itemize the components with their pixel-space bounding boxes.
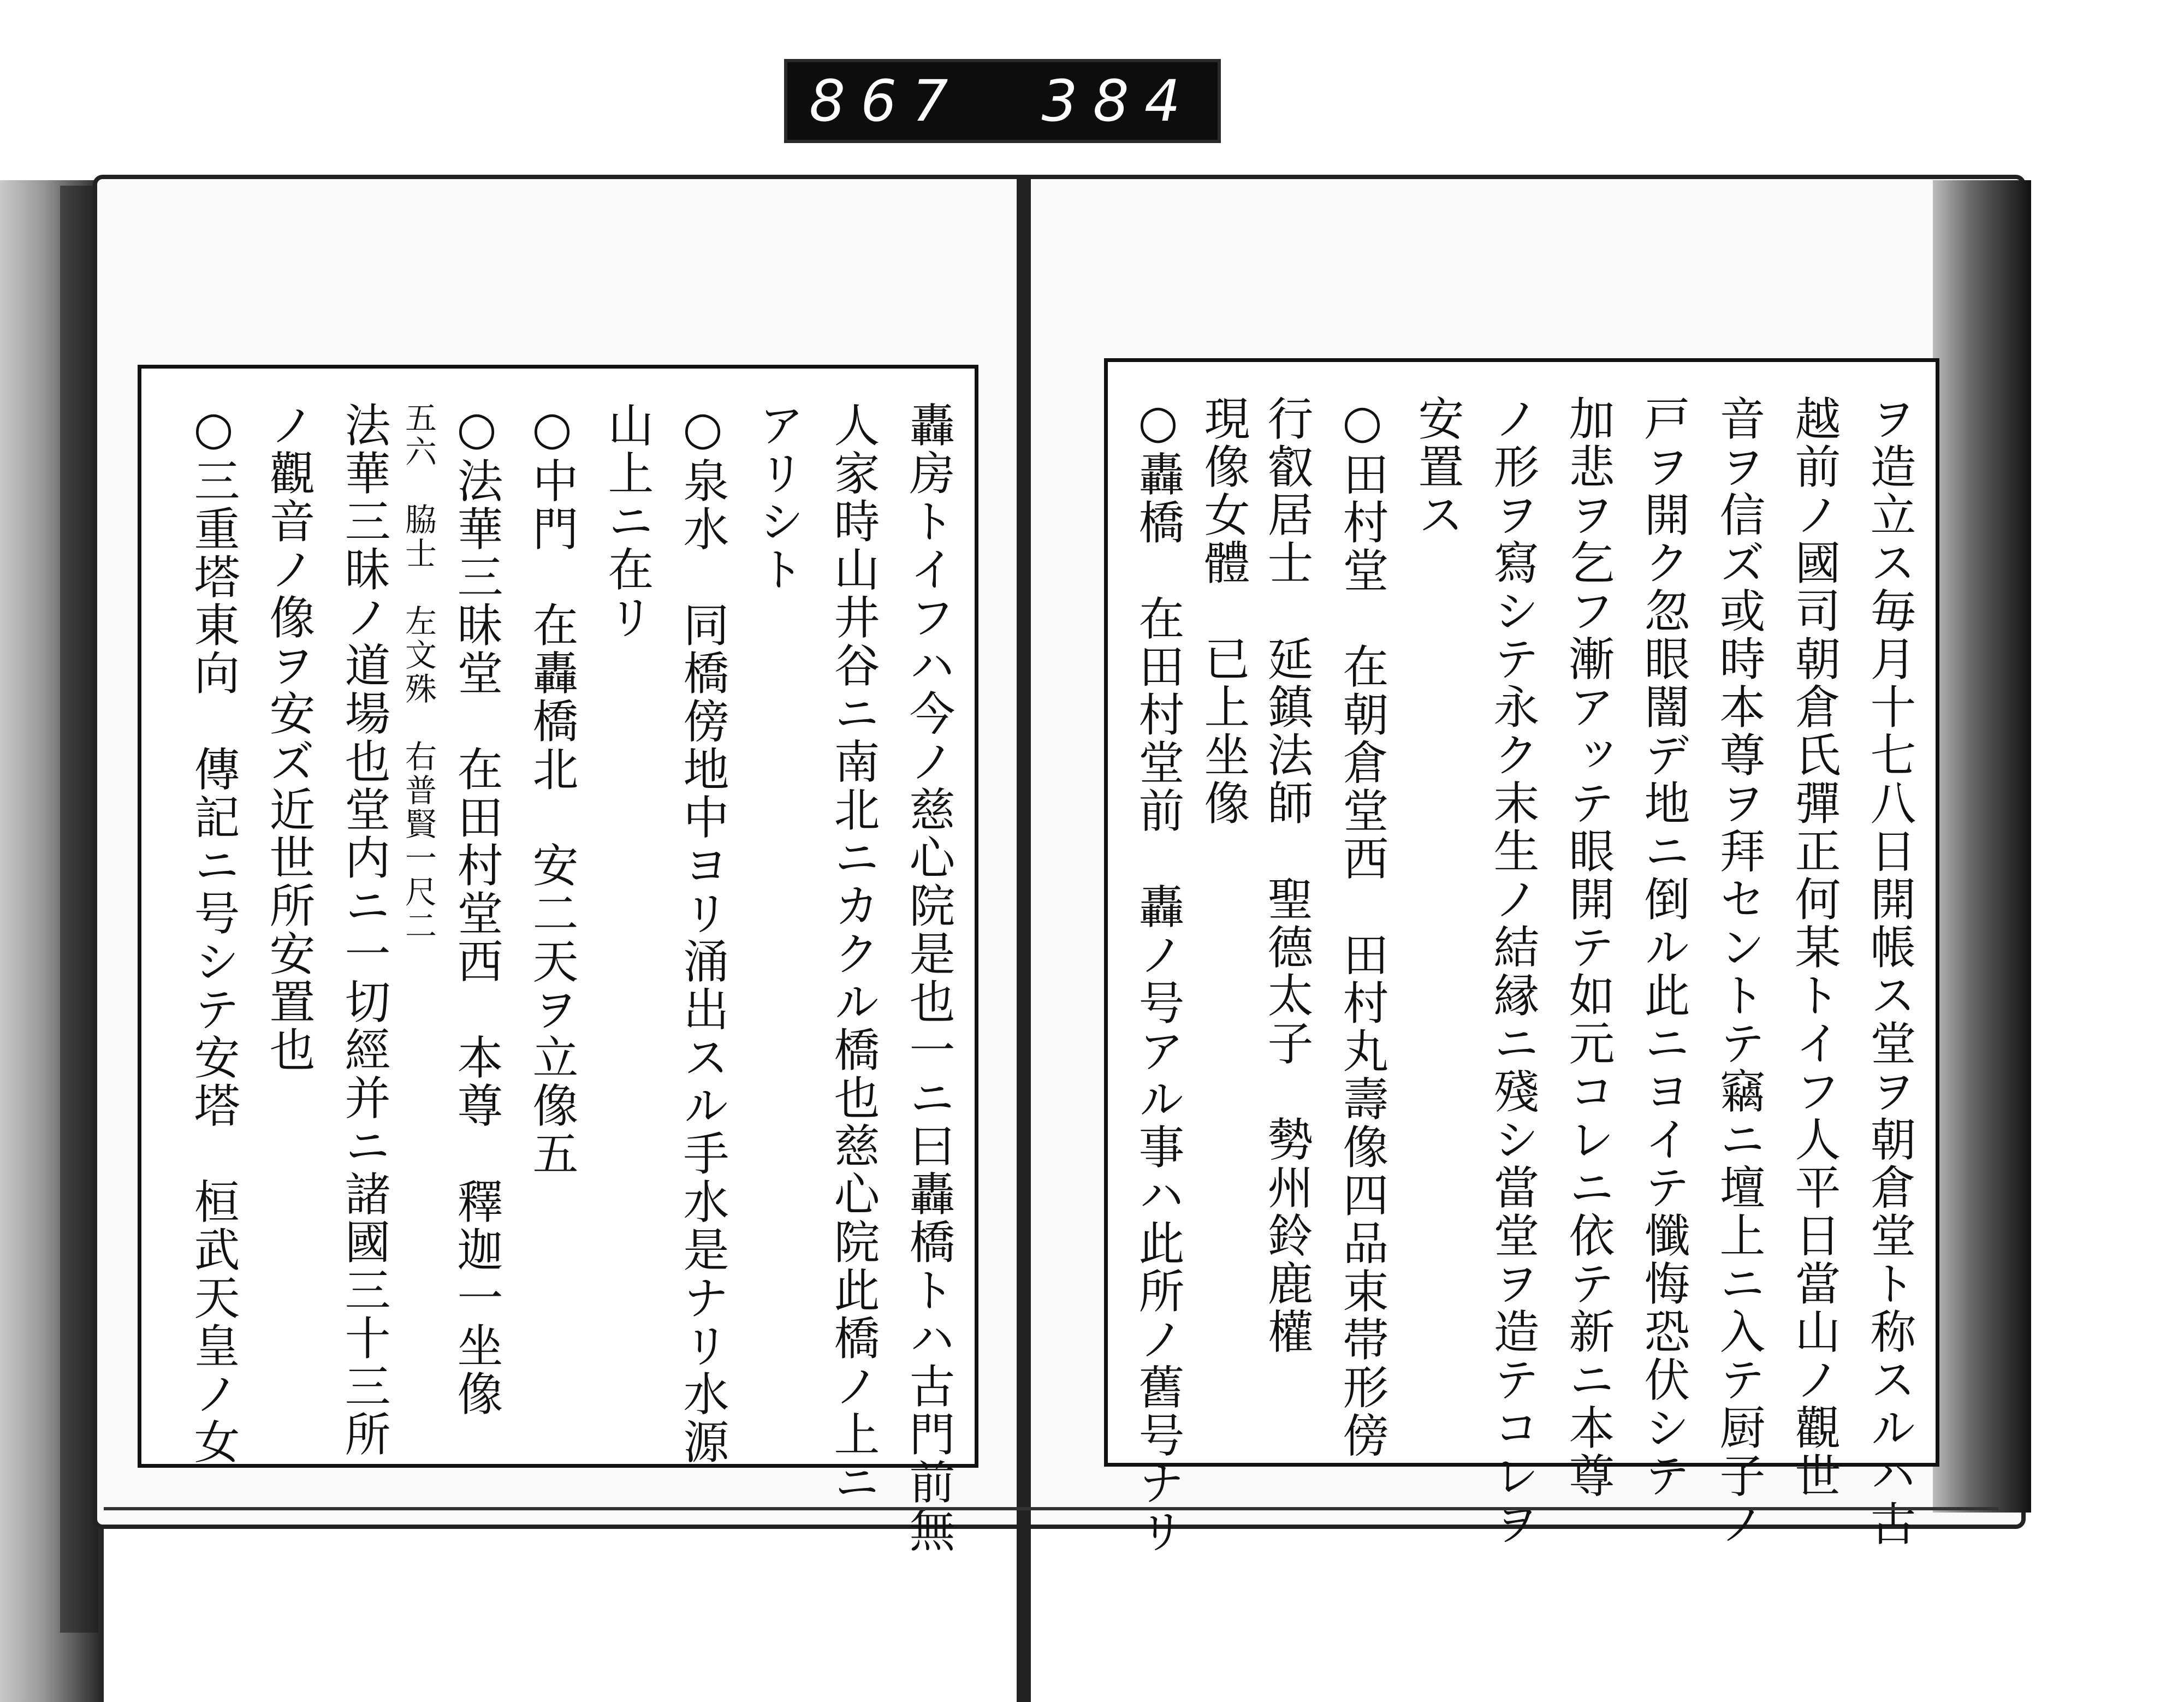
book-right-edge	[1933, 180, 2031, 1513]
left-col-4: ○泉水 同橋傍地中ヨリ涌出スル手水是ナリ水源	[676, 401, 729, 1466]
left-col-5: 山上ニ在リ	[601, 401, 654, 642]
right-col-7: 安置ス	[1411, 395, 1464, 539]
left-col-9: 法華三昧ノ道場也堂内ニ一切經并ニ諸國三十三所	[337, 401, 391, 1458]
right-page-frame	[1104, 358, 1939, 1556]
left-col-1: 轟房トイフハ今ノ慈心院是也一ニ曰轟橋トハ古門前無	[902, 401, 956, 1555]
left-col-10: ノ觀音ノ像ヲ安ズ近世所安置也	[262, 401, 316, 1074]
book-spine	[1017, 175, 1031, 1702]
left-col-7: ○法華三昧堂 在田村堂西 本尊 釋迦一坐像	[450, 401, 503, 1418]
right-col-1: ヲ造立ス毎月十七八日開帳ス堂ヲ朝倉堂ト称スルハ古	[1863, 395, 1916, 1548]
right-col-5: 加悲ヲ乞フ漸アッテ眼開テ如元コレニ依テ新ニ本尊	[1562, 395, 1615, 1500]
left-col-6: ○中門 在轟橋北 安二天ヲ立像五	[525, 401, 579, 1178]
label-right-number: 384	[1041, 68, 1196, 134]
right-col-4: 戸ヲ開ク忽眼闇デ地ニ倒ル此ニヨイテ懺悔恐伏シテ	[1637, 395, 1690, 1500]
left-col-11: ○三重塔東向 傳記ニ号シテ安塔 桓武天皇ノ女	[187, 401, 240, 1466]
left-col-3: アリシト	[751, 401, 805, 594]
right-col-11: ○轟橋 在田村堂前 轟ノ号アル事ハ此所ノ舊号ナリ	[1131, 395, 1185, 1556]
label-left-number: 867	[809, 68, 964, 134]
right-col-9: 行叡居士 延鎮法師 聖德太子 勢州鈴鹿權	[1260, 395, 1314, 1356]
right-col-2: 越前ノ國司朝倉氏彈正何某トイフ人平日當山ノ觀世	[1788, 395, 1841, 1500]
right-col-6: ノ形ヲ寫シテ永ク末生ノ結縁ニ殘シ當堂ヲ造テコレヲ	[1486, 395, 1540, 1548]
right-col-3: 音ヲ信ズ或時本尊ヲ拜セントテ竊ニ壇上ニ入テ厨子ノ	[1712, 395, 1766, 1548]
catalog-label-plate	[784, 59, 1221, 143]
left-col-2: 人家時山井谷ニ南北ニカクル橋也慈心院此橋ノ上ニ	[827, 401, 880, 1507]
left-col-8: 五六 脇士 左文殊 右普賢一尺二	[400, 401, 437, 943]
right-col-8: ○田村堂 在朝倉堂西 田村丸壽像四品束帯形傍	[1336, 395, 1389, 1460]
book-bottom-edge	[104, 1507, 1998, 1532]
right-col-10: 現像女體 已上坐像	[1197, 395, 1250, 827]
left-page-frame	[138, 365, 978, 1555]
